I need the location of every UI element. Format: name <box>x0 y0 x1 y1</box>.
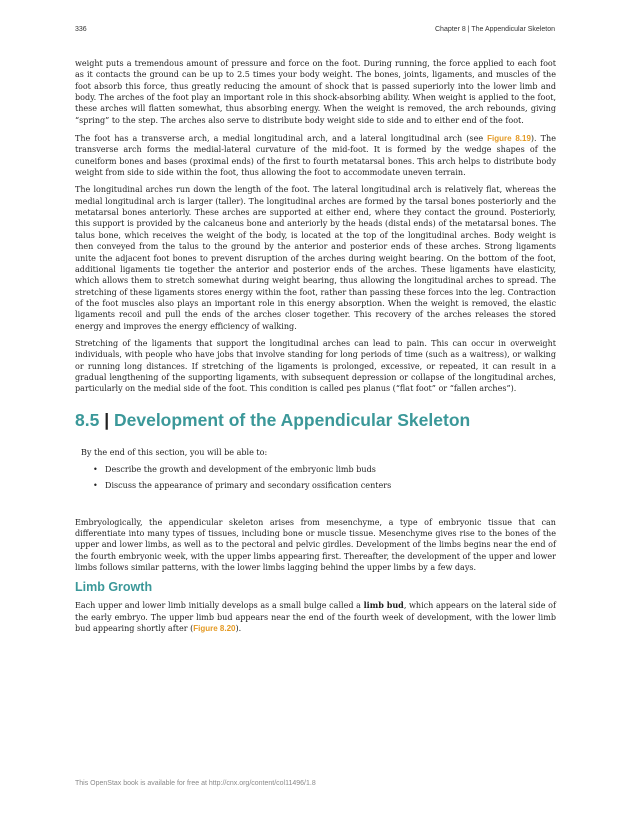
figure-8-19-link[interactable]: Figure 8.19 <box>487 134 531 144</box>
objective-text: Discuss the appearance of primary and secondary ossification centers <box>105 481 392 491</box>
paragraph-embryology: Embryologically, the appendicular skeleton arises from mesenchyme, a type of embryonic tissue that can differentiate into many types of tissues, including bone or muscle tissue. Mesenchyme gives rise to the bones of the upper and lower limbs, as well as to the pectoral and pelvic girdles. Development of the limbs begins near the end of the fourth embryonic week, with the upper limbs appearing first. Thereafter, the development of the upper and lower limbs follows similar patterns, with the lower limbs lagging behind the upper limbs by a few days. <box>75 517 556 573</box>
learning-objectives <box>81 447 556 492</box>
objective-text: Describe the growth and development of the embryonic limb buds <box>105 464 376 474</box>
paragraph-text: ). <box>235 624 242 634</box>
paragraph-transverse-arch <box>75 133 556 178</box>
running-title: Chapter 8 | The Appendicular Skeleton <box>435 26 555 33</box>
section-title: Development of the Appendicular Skeleton <box>113 409 471 430</box>
objective-item <box>93 464 556 475</box>
section-heading <box>75 403 556 437</box>
figure-8-20-link[interactable]: Figure 8.20 <box>193 624 236 634</box>
paragraph-text: The foot has a transverse arch, a medial longitudinal arch, and a lateral longitudinal arch (see <box>75 134 488 144</box>
subsection-heading: Limb Growth <box>75 580 153 595</box>
paragraph-text: , which appears on the lateral side of the early embryo. The upper limb bud appears near the end of the fourth week of development, with the lower limb bud appearing shortly after ( <box>75 601 556 634</box>
page-number: 336 <box>75 26 87 33</box>
page-content <box>75 58 556 640</box>
paragraph-pes-planus: Stretching of the ligaments that support the longitudinal arches can lead to pain. This can occur in overweight individuals, with people who have jobs that involve standing for long periods of time (such as a waitress), or walking or running long distances. If stretching of the ligaments is prolonged, excessive, or repeated, it can result in a gradual lengthening of the supporting ligaments, with subsequent depression or collapse of the longitudinal arches, particularly on the medial side of the foot. This condition is called pes planus (“flat foot” or “fallen arches”). <box>75 338 556 394</box>
page-header <box>75 26 555 38</box>
objectives-intro: By the end of this section, you will be able to: <box>81 447 268 457</box>
page-footer: This OpenStax book is available for free at http://cnx.org/content/col11496/1.8 <box>75 780 316 787</box>
paragraph-text: Each upper and lower limb initially develops as a small bulge called a <box>75 601 364 611</box>
bullet-icon: • <box>93 481 98 491</box>
bullet-icon: • <box>93 464 98 474</box>
key-term-limb-bud: limb bud <box>363 600 404 611</box>
paragraph-longitudinal-arches: The longitudinal arches run down the length of the foot. The lateral longitudinal arch is relatively flat, whereas the medial longitudinal arch is larger (taller). The longitudinal arches are formed by the tarsal bones posteriorly and the metatarsal bones anteriorly. These arches are supported at either end, where they contact the ground. Posteriorly, this support is provided by the calcaneus bone and anteriorly by the heads (distal ends) of the metatarsal bones. The talus bone, which receives the weight of the body, is located at the top of the longitudinal arches. Body weight is then conveyed from the talus to the ground by the anterior and posterior ends of these arches. Strong ligaments unite the adjacent foot bones to prevent disruption of the arches during weight bearing. On the bottom of the foot, additional ligaments tie together the anterior and posterior ends of the arches. These ligaments have elasticity, which allows them to stretch somewhat during weight bearing, thus allowing the longitudinal arches to spread. The stretching of these ligaments stores energy within the foot, rather than passing these forces into the leg. Contraction of the foot muscles also plays an important role in this energy absorption. When the weight is removed, the elastic ligaments recoil and pull the ends of the arches closer together. This recovery of the arches releases the stored energy and improves the energy efficiency of walking. <box>75 185 556 331</box>
spacer <box>75 497 556 517</box>
section-number: 8.5 <box>75 409 100 430</box>
objectives-list <box>81 464 556 492</box>
objective-item <box>93 480 556 491</box>
section-separator: | <box>104 409 110 430</box>
paragraph-limb-bud <box>75 600 556 634</box>
paragraph-text: ). The transverse arch forms the medial-lateral curvature of the mid-foot. It is formed by the wedge shapes of the cuneiform bones and bases (proximal ends) of the first to fourth metatarsal bones. This arch helps to distribute body weight from side to side within the foot, thus allowing the foot to accommodate uneven terrain. <box>75 134 556 178</box>
paragraph-foot-force: weight puts a tremendous amount of pressure and force on the foot. During running, the force applied to each foot as it contacts the ground can be up to 2.5 times your body weight. The bones, joints, ligaments, and muscles of the foot absorb this force, thus greatly reducing the amount of shock that is passed superiorly into the lower limb and body. The arches of the foot play an important role in this shock-absorbing ability. When weight is applied to the foot, these arches will flatten somewhat, thus absorbing energy. When the weight is removed, the arch rebounds, giving “spring” to the step. The arches also serve to distribute body weight side to side and to either end of the foot. <box>75 59 556 125</box>
